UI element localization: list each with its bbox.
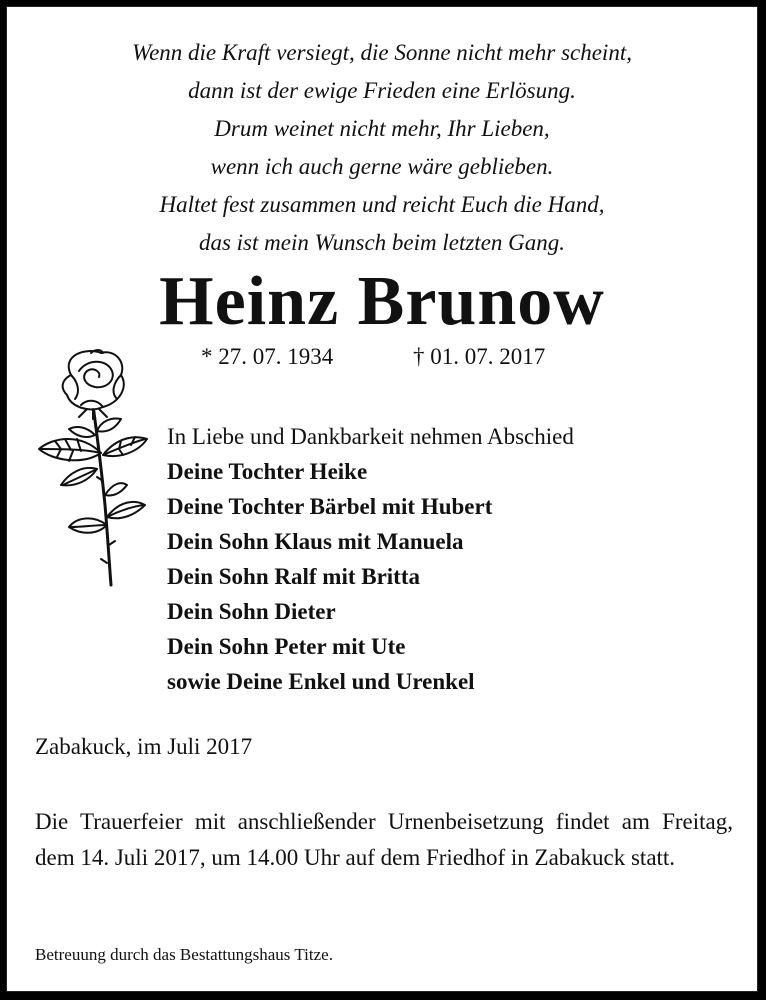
- family-member: Dein Sohn Klaus mit Manuela: [167, 529, 464, 554]
- ceremony-info: Die Trauerfeier mit anschließender Urnenbeisetzung findet am Freitag, dem 14. Juli 2017, um 14.00 Uhr auf dem Friedhof in Zabakuck statt.: [35, 809, 733, 870]
- family-member: Dein Sohn Dieter: [167, 599, 336, 624]
- rose-icon: [31, 345, 161, 595]
- poem-line: dann ist der ewige Frieden eine Erlösung.: [188, 78, 576, 103]
- family-member: Deine Tochter Heike: [167, 459, 368, 484]
- family-member: sowie Deine Enkel und Urenkel: [167, 669, 475, 694]
- death-date: † 01. 07. 2017: [413, 344, 546, 369]
- family-member: Dein Sohn Peter mit Ute: [167, 634, 406, 659]
- deceased-name: Heinz Brunow: [159, 263, 605, 340]
- poem-line: Haltet fest zusammen und reicht Euch die Hand,: [159, 192, 605, 217]
- place-date: Zabakuck, im Juli 2017: [35, 734, 253, 759]
- birth-date: * 27. 07. 1934: [201, 344, 334, 369]
- poem: [7, 34, 757, 262]
- poem-line: Drum weinet nicht mehr, Ihr Lieben,: [214, 116, 550, 141]
- funeral-home-note: Betreuung durch das Bestattungshaus Titze.: [35, 945, 333, 964]
- family-block: [167, 419, 574, 699]
- poem-line: das ist mein Wunsch beim letzten Gang.: [198, 230, 566, 255]
- poem-line: Wenn die Kraft versiegt, die Sonne nicht mehr scheint,: [132, 40, 632, 65]
- obituary-notice: [6, 6, 758, 992]
- family-member: Deine Tochter Bärbel mit Hubert: [167, 494, 493, 519]
- poem-line: wenn ich auch gerne wäre geblieben.: [210, 154, 554, 179]
- family-member: Dein Sohn Ralf mit Britta: [167, 564, 420, 589]
- farewell-intro: In Liebe und Dankbarkeit nehmen Abschied: [167, 424, 574, 449]
